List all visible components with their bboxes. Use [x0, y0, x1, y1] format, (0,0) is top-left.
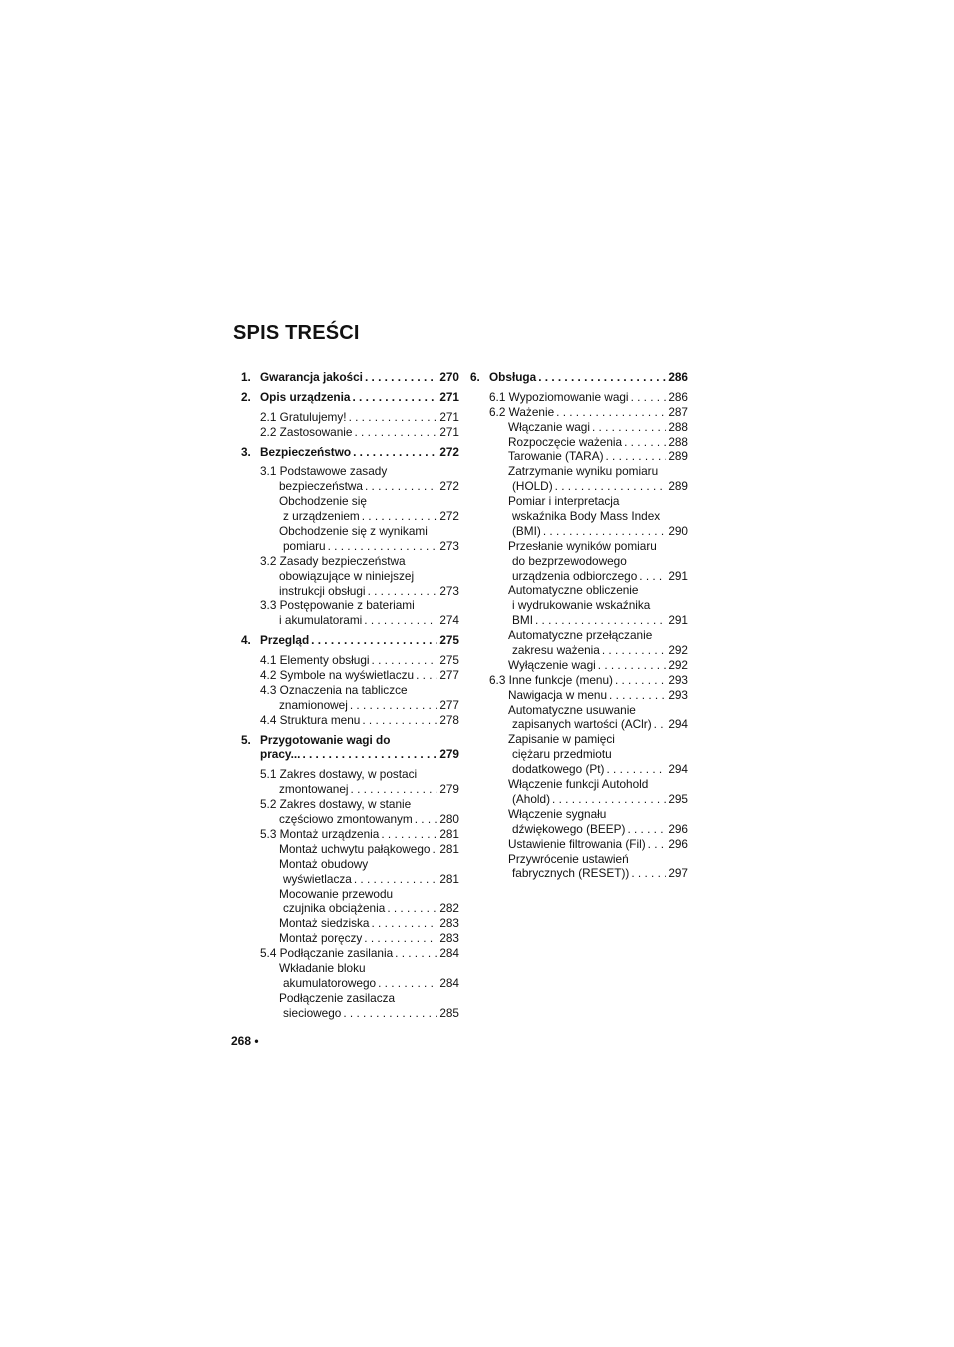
dot-leader: [349, 410, 438, 425]
toc-entry: [231, 857, 459, 872]
toc-entry-page: 271: [439, 424, 459, 439]
toc-entry-page: 270: [439, 370, 459, 384]
toc-entry-title: Mocowanie przewodu: [279, 886, 394, 901]
toc-entry-page: 288: [668, 434, 688, 449]
toc-entry: [231, 464, 459, 479]
toc-entry-title: Automatyczne obliczenie: [508, 583, 639, 598]
toc-entry: [460, 792, 688, 807]
toc-entry-page: 272: [439, 444, 459, 459]
toc-entry-title: Obchodzenie się: [279, 494, 367, 509]
dot-leader: [648, 837, 667, 852]
toc-entry-title: 6.1 Wypoziomowanie wagi: [489, 389, 629, 404]
toc-entry-page: 287: [668, 404, 688, 419]
dot-leader: [354, 872, 437, 887]
toc-entry: [460, 658, 688, 673]
dot-leader: [351, 782, 438, 797]
toc-entry: [231, 425, 459, 440]
toc-entry-title: Montaż obudowy: [279, 856, 369, 871]
dot-leader: [627, 822, 666, 837]
dot-leader: [631, 866, 666, 881]
toc-entry: [231, 494, 459, 509]
dot-leader: [543, 524, 666, 539]
dot-leader: [416, 668, 437, 683]
dot-leader: [432, 842, 437, 857]
dot-leader: [415, 812, 438, 827]
toc-entry: [231, 569, 459, 584]
toc-entry-page: 289: [668, 479, 688, 494]
toc-entry-title: Pomiar i interpretacja: [508, 494, 620, 509]
toc-entry-title: Wkładanie bloku: [279, 960, 366, 975]
toc-entry: [231, 916, 459, 931]
toc-entry-page: 284: [439, 975, 459, 990]
toc-entry: [460, 822, 688, 837]
dot-leader: [606, 449, 667, 464]
toc-entry: [460, 703, 688, 718]
toc-entry-number: 3.: [241, 444, 251, 459]
toc-entry-page: 277: [439, 697, 459, 712]
toc-entry-title: 5.3 Montaż urządzenia: [260, 826, 380, 841]
dot-leader: [654, 717, 667, 732]
toc-entry-title: (Ahold): [512, 791, 551, 806]
toc-entry-page: 272: [439, 509, 459, 524]
toc-entry-page: 291: [668, 613, 688, 628]
toc-entry-title: Obchodzenie się z wynikami: [279, 524, 428, 539]
toc-entry-title: 4.4 Struktura menu: [260, 712, 361, 727]
dot-leader: [368, 584, 438, 599]
toc-entry-page: 283: [439, 916, 459, 931]
toc-entry: [460, 569, 688, 584]
toc-entry-title: z urządzeniem: [283, 509, 360, 524]
toc-entry: [460, 583, 688, 598]
toc-entry-title: 5.4 Podłączanie zasilania: [260, 946, 394, 961]
dot-leader: [311, 633, 437, 648]
dot-leader: [364, 613, 437, 628]
toc-entry-page: 288: [668, 419, 688, 434]
toc-entry-title: Nawigacja w menu: [508, 687, 608, 702]
toc-entry-title: bezpieczeństwa: [279, 479, 363, 494]
toc-entry: [231, 961, 459, 976]
dot-leader: [381, 827, 437, 842]
toc-entry: [231, 991, 459, 1006]
dot-leader: [538, 370, 666, 385]
toc-entry-page: 273: [439, 538, 459, 553]
toc-entry-title: wskaźnika Body Mass Index: [512, 509, 661, 524]
toc-entry-title: częściowo zmontowanym: [279, 812, 413, 827]
toc-entry-title: Włączanie wagi: [508, 419, 590, 434]
dot-leader: [352, 390, 437, 405]
toc-entry: [231, 370, 459, 385]
toc-entry-title: znamionowej: [279, 697, 348, 712]
dot-leader: [362, 509, 438, 524]
toc-entry-title: 4.3 Oznaczenia na tabliczce: [260, 682, 408, 697]
toc-entry-title: czujnika obciążenia: [283, 901, 386, 916]
toc-entry: [460, 688, 688, 703]
toc-entry: [460, 435, 688, 450]
toc-entry-title: Wyłączenie wagi: [508, 657, 596, 672]
toc-entry-page: 296: [668, 821, 688, 836]
dot-leader: [302, 747, 437, 762]
toc-entry-page: 285: [439, 1005, 459, 1020]
toc-entry: [460, 554, 688, 569]
dot-leader: [365, 370, 437, 385]
toc-entry-title: Przygotowanie wagi do: [260, 732, 391, 747]
toc-entry: [460, 464, 688, 479]
toc-entry-title: 2.1 Gratulujemy!: [260, 409, 347, 424]
toc-entry-page: 293: [668, 687, 688, 702]
toc-entry-title: Gwarancja jakości: [260, 370, 363, 384]
toc-entry-page: 281: [439, 841, 459, 856]
dot-leader: [535, 613, 666, 628]
page-title: SPIS TREŚCI: [233, 322, 360, 344]
toc-entry: [460, 807, 688, 822]
toc-entry: [460, 747, 688, 762]
dot-leader: [371, 916, 437, 931]
toc-entry: [231, 931, 459, 946]
toc-entry-page: 279: [439, 747, 459, 762]
toc-entry: [231, 1006, 459, 1021]
toc-entry: [231, 797, 459, 812]
dot-leader: [609, 688, 666, 703]
toc-entry-title: i akumulatorami: [279, 613, 363, 628]
toc-entry-page: 282: [439, 901, 459, 916]
toc-entry-title: 2.2 Zastosowanie: [260, 424, 353, 439]
page-number-footer: 268 •: [231, 1034, 259, 1048]
toc-entry: [231, 539, 459, 554]
toc-entry-title: Przegląd: [260, 633, 310, 648]
toc-entry-title: instrukcji obsługi: [279, 583, 366, 598]
toc-entry-title: zapisanych wartości (AClr): [512, 717, 652, 732]
toc-entry-title: akumulatorowego: [283, 975, 377, 990]
toc-right-column: [460, 370, 688, 881]
dot-leader: [555, 479, 667, 494]
dot-leader: [343, 1006, 437, 1021]
toc-entry-title: Zatrzymanie wyniku pomiaru: [508, 464, 659, 479]
toc-entry: [231, 613, 459, 628]
toc-entry-page: 281: [439, 826, 459, 841]
toc-entry-page: 273: [439, 583, 459, 598]
dot-leader: [624, 435, 666, 450]
toc-entry-title: Montaż poręczy: [279, 931, 363, 946]
toc-entry-title: zmontowanej: [279, 782, 349, 797]
toc-entry-title: 3.1 Podstawowe zasady: [260, 464, 388, 479]
toc-entry: [460, 539, 688, 554]
toc-entry: [231, 733, 459, 748]
toc-entry: [460, 613, 688, 628]
toc-entry-title: dodatkowego (Pt): [512, 762, 605, 777]
toc-entry-page: 280: [439, 812, 459, 827]
toc-entry: [231, 812, 459, 827]
dot-leader: [592, 420, 666, 435]
toc-entry-title: urządzenia odbiorczego: [512, 568, 638, 583]
toc-entry: [460, 837, 688, 852]
toc-entry-title: Przywrócenie ustawień: [508, 851, 629, 866]
toc-entry-page: 296: [668, 836, 688, 851]
toc-entry-title: Podłączenie zasilacza: [279, 990, 396, 1005]
toc-entry: [231, 633, 459, 648]
toc-entry: [231, 713, 459, 728]
toc-entry-number: 6.: [470, 370, 480, 384]
toc-entry: [460, 509, 688, 524]
toc-entry: [460, 717, 688, 732]
toc-entry-title: do bezprzewodowego: [512, 553, 627, 568]
dot-leader: [350, 698, 437, 713]
toc-entry-number: 5.: [241, 732, 251, 747]
toc-entry-title: ciężaru przedmiotu: [512, 747, 612, 762]
toc-entry: [460, 598, 688, 613]
toc-entry: [460, 673, 688, 688]
toc-entry: [231, 782, 459, 797]
toc-entry: [231, 653, 459, 668]
toc-entry: [460, 777, 688, 792]
toc-entry: [460, 420, 688, 435]
toc-entry: [231, 410, 459, 425]
toc-entry-page: 289: [668, 449, 688, 464]
toc-entry: [231, 901, 459, 916]
toc-entry-number: 4.: [241, 633, 251, 648]
toc-entry-page: 292: [668, 643, 688, 658]
toc-entry-page: 278: [439, 712, 459, 727]
toc-entry-title: Włączenie funkcji Autohold: [508, 777, 649, 792]
toc-entry: [231, 598, 459, 613]
toc-entry-title: Tarowanie (TARA): [508, 449, 604, 464]
toc-entry: [460, 494, 688, 509]
toc-entry-page: 294: [668, 762, 688, 777]
toc-entry: [231, 747, 459, 762]
toc-entry-title: (HOLD): [512, 479, 553, 494]
toc-entry: [460, 643, 688, 658]
toc-entry-page: 286: [668, 370, 688, 384]
dot-leader: [556, 405, 666, 420]
toc-entry-title: 6.3 Inne funkcje (menu): [489, 672, 613, 687]
dot-leader: [328, 539, 438, 554]
toc-entry-page: 293: [668, 672, 688, 687]
toc-entry-title: Przesłanie wyników pomiaru: [508, 538, 657, 553]
toc-entry-title: 6.2 Ważenie: [489, 404, 555, 419]
toc-entry-title: dźwiękowego (BEEP): [512, 821, 626, 836]
toc-entry: [231, 509, 459, 524]
toc-left-column: [231, 370, 459, 1021]
toc-entry: [231, 683, 459, 698]
toc-entry-title: obowiązujące w niniejszej: [279, 568, 415, 583]
toc-entry: [231, 445, 459, 460]
toc-entry: [460, 762, 688, 777]
toc-entry-page: 271: [439, 409, 459, 424]
toc-entry: [231, 524, 459, 539]
toc-entry-page: 283: [439, 931, 459, 946]
toc-entry: [231, 554, 459, 569]
toc-entry-title: BMI: [512, 613, 533, 628]
toc-entry-page: 290: [668, 523, 688, 538]
toc-entry: [231, 584, 459, 599]
toc-entry: [460, 370, 688, 385]
dot-leader: [602, 643, 666, 658]
toc-entry-page: 295: [668, 791, 688, 806]
toc-entry-title: Montaż uchwytu pałąkowego: [279, 841, 431, 856]
toc-entry-page: 275: [439, 653, 459, 668]
toc-entry-page: 275: [439, 633, 459, 648]
toc-entry-title: 5.1 Zakres dostawy, w postaci: [260, 767, 418, 782]
toc-entry-title: Ustawienie filtrowania (Fil): [508, 836, 646, 851]
toc-entry: [231, 842, 459, 857]
toc-entry-title: pomiaru: [283, 538, 326, 553]
toc-entry-page: 279: [439, 782, 459, 797]
dot-leader: [364, 931, 437, 946]
toc-entry-number: 2.: [241, 389, 251, 404]
toc-entry-title: Automatyczne przełączanie: [508, 628, 653, 643]
toc-entry: [460, 449, 688, 464]
toc-entry-title: wyświetlacza: [283, 871, 352, 886]
toc-entry: [231, 698, 459, 713]
dot-leader: [639, 569, 666, 584]
dot-leader: [372, 653, 438, 668]
toc-entry: [460, 852, 688, 867]
toc-entry-page: 291: [668, 568, 688, 583]
toc-entry-title: Rozpoczęcie ważenia: [508, 434, 623, 449]
toc-entry: [460, 479, 688, 494]
dot-leader: [354, 425, 437, 440]
toc-entry-title: fabrycznych (RESET)): [512, 866, 630, 881]
toc-entry: [231, 887, 459, 902]
toc-entry-page: 277: [439, 668, 459, 683]
toc-entry: [231, 479, 459, 494]
toc-entry: [460, 390, 688, 405]
toc-entry-title: Bezpieczeństwo: [260, 444, 352, 459]
toc-entry: [231, 668, 459, 683]
toc-entry-title: Opis urządzenia: [260, 389, 351, 404]
toc-entry-title: i wydrukowanie wskaźnika: [512, 598, 651, 613]
dot-leader: [606, 762, 666, 777]
dot-leader: [353, 445, 437, 460]
dot-leader: [378, 976, 437, 991]
dot-leader: [615, 673, 666, 688]
toc-entry-number: 1.: [241, 370, 251, 384]
toc-entry: [231, 767, 459, 782]
toc-entry-title: 4.2 Symbole na wyświetlaczu: [260, 668, 415, 683]
toc-entry: [231, 976, 459, 991]
toc-entry-title: Montaż siedziska: [279, 916, 370, 931]
dot-leader: [362, 713, 437, 728]
toc-entry: [231, 390, 459, 405]
toc-entry-page: 272: [439, 479, 459, 494]
toc-entry-title: 3.3 Postępowanie z bateriami: [260, 598, 415, 613]
toc-entry: [460, 732, 688, 747]
toc-entry-title: 5.2 Zakres dostawy, w stanie: [260, 797, 412, 812]
toc-entry-page: 281: [439, 871, 459, 886]
toc-entry-page: 292: [668, 657, 688, 672]
toc-entry: [460, 628, 688, 643]
toc-entry-page: 284: [439, 946, 459, 961]
toc-entry: [231, 872, 459, 887]
dot-leader: [387, 901, 437, 916]
toc-entry-page: 294: [668, 717, 688, 732]
dot-leader: [395, 946, 437, 961]
toc-entry-title: Obsługa: [489, 370, 537, 384]
toc-entry-title: zakresu ważenia: [512, 643, 600, 658]
toc-entry: [231, 946, 459, 961]
dot-leader: [598, 658, 667, 673]
toc-entry: [460, 405, 688, 420]
toc-entry-page: 297: [668, 866, 688, 881]
toc-entry-page: 274: [439, 613, 459, 628]
toc-entry-title: 4.1 Elementy obsługi: [260, 653, 370, 668]
toc-entry-title: Włączenie sygnału: [508, 806, 607, 821]
toc-entry-title: 3.2 Zasady bezpieczeństwa: [260, 553, 406, 568]
toc-entry: [460, 524, 688, 539]
toc-entry: [460, 866, 688, 881]
toc-entry: [231, 827, 459, 842]
toc-entry-page: 286: [668, 389, 688, 404]
dot-leader: [631, 390, 667, 405]
toc-entry-title: Automatyczne usuwanie: [508, 702, 636, 717]
toc-entry-title: pracy...: [260, 747, 301, 762]
toc-entry-title: (BMI): [512, 523, 541, 538]
toc-entry-page: 271: [439, 389, 459, 404]
toc-entry-title: Zapisanie w pamięci: [508, 732, 615, 747]
dot-leader: [365, 479, 437, 494]
dot-leader: [552, 792, 666, 807]
toc-entry-title: sieciowego: [283, 1005, 342, 1020]
